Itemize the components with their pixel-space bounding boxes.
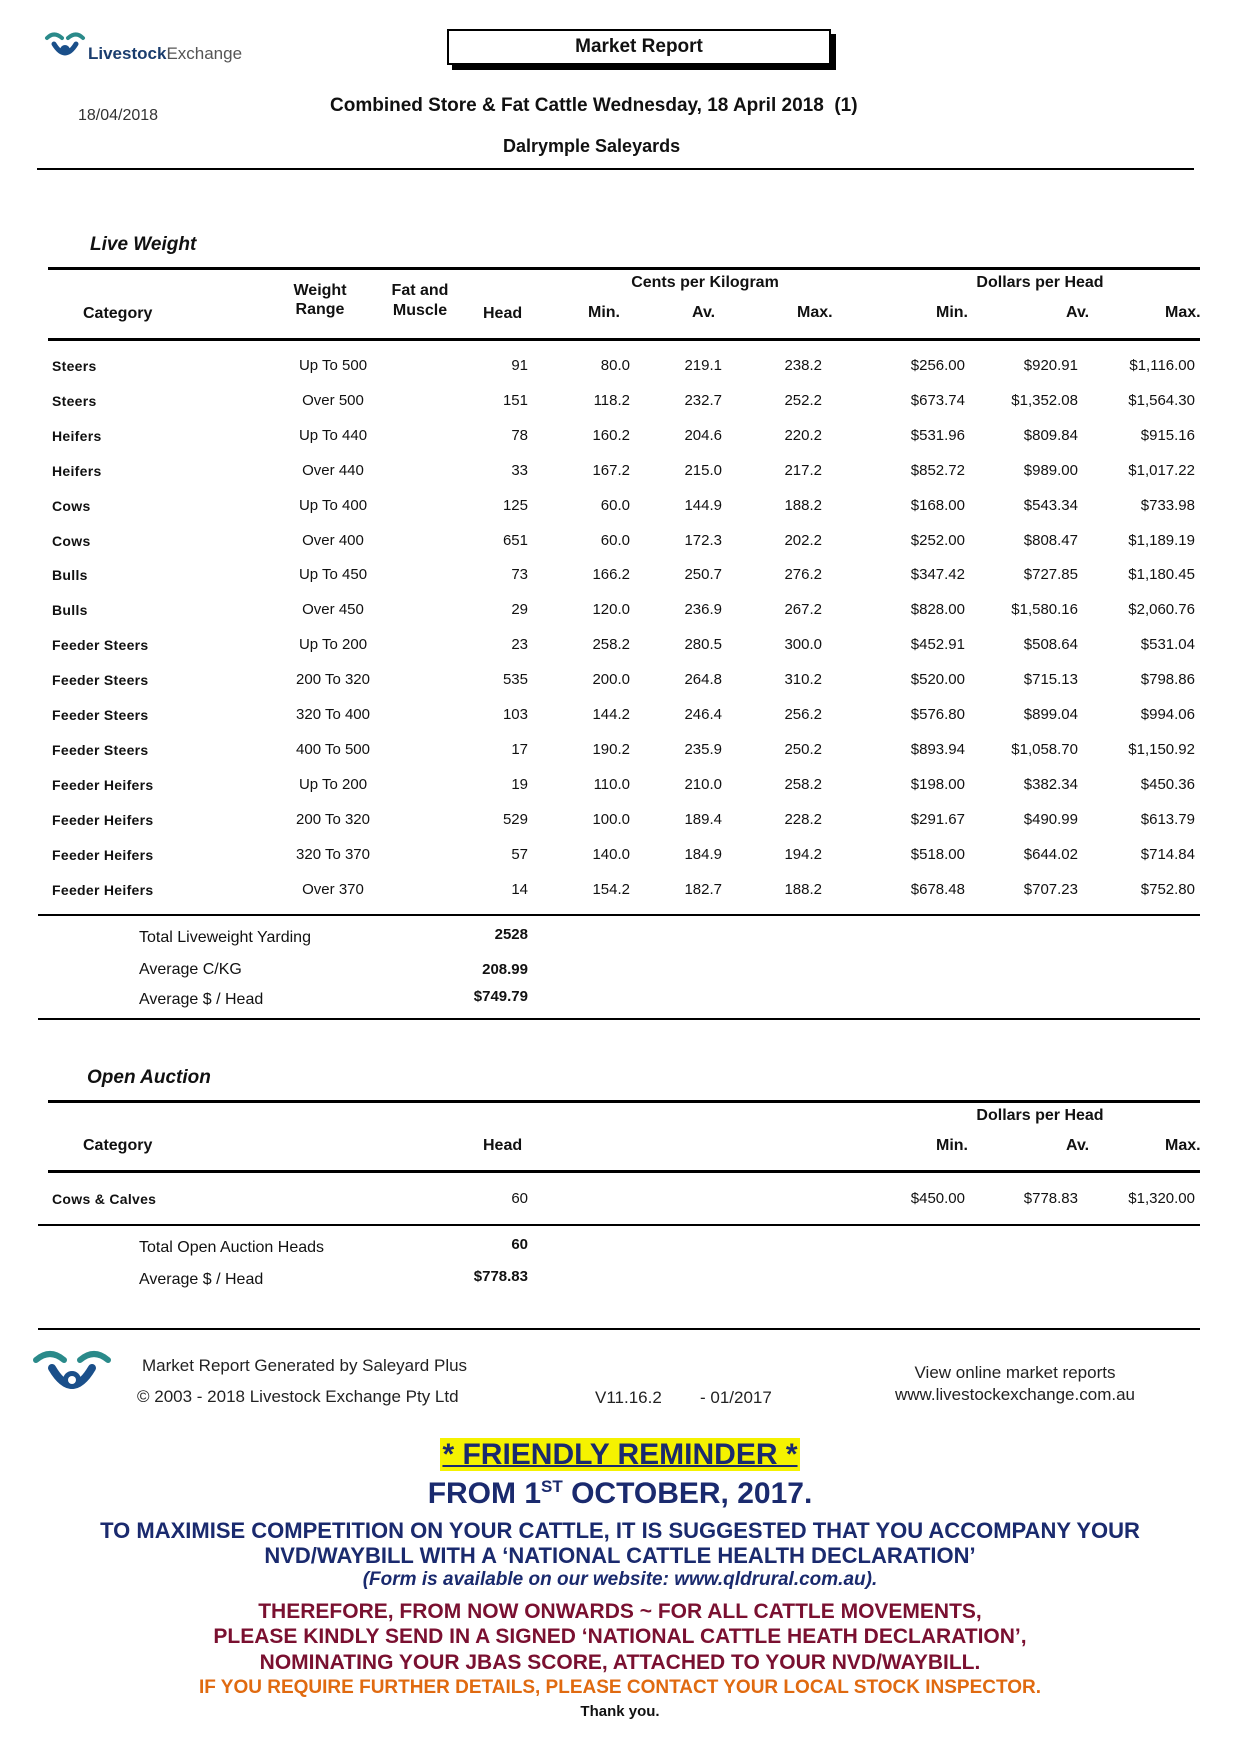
col-header-fat-muscle-1: Fat and xyxy=(391,282,449,299)
row-dph-min: $452.91 xyxy=(910,636,965,653)
row-dph-min: $198.00 xyxy=(910,776,965,793)
table-row xyxy=(0,741,1240,761)
row-cpk-min: 166.2 xyxy=(592,566,630,583)
row-cpk-min: 144.2 xyxy=(592,706,630,723)
open-auction-bottom-rule xyxy=(38,1224,1200,1226)
row-cpk-av: 280.5 xyxy=(684,636,722,653)
table-row xyxy=(0,427,1240,447)
live-weight-header-rule xyxy=(48,338,1200,341)
oa-col-header-head: Head xyxy=(483,1137,523,1154)
row-dph-max: $915.16 xyxy=(1140,427,1195,444)
saleyard-name: Dalrymple Saleyards xyxy=(503,136,681,156)
total-open-auction-value: 60 xyxy=(511,1236,528,1253)
row-head: 23 xyxy=(511,636,528,653)
table-row xyxy=(0,811,1240,831)
row-dph-min: $450.00 xyxy=(910,1190,965,1207)
col-header-cpk-max: Max. xyxy=(797,304,833,321)
notice-line-2: NVD/WAYBILL WITH A ‘NATIONAL CATTLE HEALTH DECLARATION’ xyxy=(264,1543,976,1568)
row-dph-max: $1,017.22 xyxy=(1128,462,1195,479)
table-row xyxy=(0,776,1240,796)
row-dph-min: $531.96 xyxy=(910,427,965,444)
average-per-head-value: $749.79 xyxy=(473,988,528,1005)
row-dph-max: $1,320.00 xyxy=(1128,1190,1195,1207)
row-dph-av: $1,352.08 xyxy=(1011,392,1078,409)
row-cpk-max: 188.2 xyxy=(784,881,822,898)
row-dph-min: $520.00 xyxy=(910,671,965,688)
row-dph-av: $808.47 xyxy=(1023,532,1078,549)
col-header-cpk-av: Av. xyxy=(692,304,716,321)
col-group-cents-per-kg: Cents per Kilogram xyxy=(631,274,779,291)
col-header-cpk-min: Min. xyxy=(588,304,620,321)
row-cpk-min: 190.2 xyxy=(592,741,630,758)
col-header-head: Head xyxy=(483,305,523,322)
row-cpk-av: 264.8 xyxy=(684,671,722,688)
row-weight-range: Up To 200 xyxy=(298,776,368,793)
row-cpk-max: 267.2 xyxy=(784,601,822,618)
row-dph-max: $2,060.76 xyxy=(1128,601,1195,618)
row-dph-max: $1,150.92 xyxy=(1128,741,1195,758)
row-cpk-av: 144.9 xyxy=(684,497,722,514)
row-cpk-max: 188.2 xyxy=(784,497,822,514)
row-dph-min: $673.74 xyxy=(910,392,965,409)
row-dph-av: $715.13 xyxy=(1023,671,1078,688)
notice-line-5: PLEASE KINDLY SEND IN A SIGNED ‘NATIONAL CATTLE HEATH DECLARATION’, xyxy=(213,1625,1027,1648)
row-cpk-min: 120.0 xyxy=(592,601,630,618)
row-cpk-max: 310.2 xyxy=(784,671,822,688)
row-category: Feeder Steers xyxy=(52,637,149,653)
row-cpk-min: 154.2 xyxy=(592,881,630,898)
row-head: 57 xyxy=(511,846,528,863)
company-logo xyxy=(44,32,264,66)
col-header-category: Category xyxy=(83,305,153,322)
sale-title: Combined Store & Fat Cattle Wednesday, 18 April 2018 (1) xyxy=(330,95,858,116)
table-row xyxy=(0,601,1240,621)
friendly-reminder xyxy=(0,1438,1240,1472)
oa-col-header-category: Category xyxy=(83,1137,153,1154)
row-weight-range: Over 450 xyxy=(302,601,364,618)
total-open-auction-label: Total Open Auction Heads xyxy=(139,1239,325,1256)
table-row xyxy=(0,846,1240,866)
row-cpk-max: 258.2 xyxy=(784,776,822,793)
livestock-exchange-logo-icon xyxy=(44,32,86,64)
row-head: 29 xyxy=(511,601,528,618)
version-text: V11.16.2 xyxy=(595,1388,662,1407)
row-cpk-max: 217.2 xyxy=(784,462,822,479)
row-cpk-min: 60.0 xyxy=(600,497,630,514)
row-cpk-min: 80.0 xyxy=(600,357,630,374)
row-category: Steers xyxy=(52,358,97,374)
row-cpk-max: 252.2 xyxy=(784,392,822,409)
row-weight-range: 200 To 320 xyxy=(296,671,370,688)
row-cpk-max: 238.2 xyxy=(784,357,822,374)
live-weight-bottom-rule xyxy=(38,914,1200,916)
row-dph-max: $798.86 xyxy=(1140,671,1195,688)
row-dph-av: $778.83 xyxy=(1023,1190,1078,1207)
row-weight-range: Over 500 xyxy=(302,392,364,409)
report-date: 18/04/2018 xyxy=(78,107,159,124)
row-cpk-min: 100.0 xyxy=(592,811,630,828)
row-dph-av: $382.34 xyxy=(1023,776,1078,793)
oa-average-per-head-value: $778.83 xyxy=(473,1268,528,1285)
version-date-text: - 01/2017 xyxy=(700,1388,772,1407)
report-title: Market Report xyxy=(575,36,703,57)
row-dph-max: $1,189.19 xyxy=(1128,532,1195,549)
total-yarding-value: 2528 xyxy=(494,926,528,943)
row-head: 33 xyxy=(511,462,528,479)
row-head: 60 xyxy=(511,1190,528,1207)
row-category: Feeder Steers xyxy=(52,707,149,723)
row-weight-range: Up To 450 xyxy=(298,566,368,583)
row-head: 529 xyxy=(502,811,528,828)
row-cpk-min: 60.0 xyxy=(600,532,630,549)
row-category: Cows & Calves xyxy=(52,1191,157,1207)
table-row xyxy=(0,392,1240,412)
row-dph-av: $707.23 xyxy=(1023,881,1078,898)
row-cpk-min: 118.2 xyxy=(593,392,630,409)
col-header-weight-range-1: Weight xyxy=(293,282,347,299)
row-dph-max: $733.98 xyxy=(1140,497,1195,514)
row-weight-range: Over 400 xyxy=(302,532,364,549)
row-dph-av: $899.04 xyxy=(1023,706,1078,723)
row-dph-min: $576.80 xyxy=(910,706,965,723)
row-category: Feeder Heifers xyxy=(52,847,154,863)
average-per-head-label: Average $ / Head xyxy=(139,991,264,1008)
row-dph-max: $1,180.45 xyxy=(1128,566,1195,583)
row-dph-min: $168.00 xyxy=(910,497,965,514)
row-cpk-av: 189.4 xyxy=(684,811,722,828)
col-header-weight-range-2: Range xyxy=(295,301,345,318)
notice-line-7: IF YOU REQUIRE FURTHER DETAILS, PLEASE CONTACT YOUR LOCAL STOCK INSPECTOR. xyxy=(198,1677,1042,1698)
row-dph-max: $450.36 xyxy=(1140,776,1195,793)
row-dph-max: $531.04 xyxy=(1140,636,1195,653)
generated-by-text: Market Report Generated by Saleyard Plus xyxy=(142,1356,468,1375)
row-category: Bulls xyxy=(52,567,88,583)
row-dph-max: $1,116.00 xyxy=(1129,357,1195,374)
row-dph-av: $727.85 xyxy=(1023,566,1078,583)
row-dph-max: $613.79 xyxy=(1140,811,1195,828)
row-cpk-av: 215.0 xyxy=(684,462,722,479)
table-row xyxy=(0,1190,1240,1210)
row-cpk-av: 246.4 xyxy=(684,706,722,723)
oa-col-header-max: Max. xyxy=(1165,1137,1201,1154)
row-category: Feeder Heifers xyxy=(52,882,154,898)
row-dph-av: $989.00 xyxy=(1023,462,1078,479)
effective-date xyxy=(0,1477,1240,1511)
col-header-fat-muscle-2: Muscle xyxy=(392,302,448,319)
effective-date-prefix: FROM 1 xyxy=(427,1477,542,1510)
table-row xyxy=(0,566,1240,586)
table-row xyxy=(0,532,1240,552)
row-dph-av: $543.34 xyxy=(1023,497,1078,514)
oa-average-per-head-label: Average $ / Head xyxy=(139,1271,264,1288)
live-weight-totals-rule xyxy=(38,1018,1200,1020)
row-category: Bulls xyxy=(52,602,88,618)
row-dph-min: $518.00 xyxy=(910,846,965,863)
oa-col-header-av: Av. xyxy=(1066,1137,1090,1154)
row-cpk-max: 250.2 xyxy=(784,741,822,758)
row-cpk-av: 184.9 xyxy=(684,846,722,863)
row-weight-range: 320 To 370 xyxy=(296,846,370,863)
row-cpk-max: 194.2 xyxy=(784,846,822,863)
row-head: 17 xyxy=(511,741,528,758)
row-cpk-av: 250.7 xyxy=(684,566,722,583)
row-weight-range: 320 To 400 xyxy=(296,706,370,723)
row-cpk-min: 200.0 xyxy=(592,671,630,688)
row-cpk-max: 202.2 xyxy=(784,532,822,549)
friendly-reminder-banner: * FRIENDLY REMINDER * xyxy=(442,1438,798,1471)
row-cpk-av: 210.0 xyxy=(684,776,722,793)
row-head: 535 xyxy=(502,671,528,688)
header-divider xyxy=(37,168,1194,170)
thank-you-text: Thank you. xyxy=(580,1703,660,1720)
col-header-dph-max: Max. xyxy=(1165,304,1201,321)
row-category: Feeder Steers xyxy=(52,672,149,688)
report-title-box xyxy=(447,29,831,65)
row-head: 103 xyxy=(502,706,528,723)
row-cpk-max: 220.2 xyxy=(784,427,822,444)
row-dph-min: $252.00 xyxy=(910,532,965,549)
row-dph-min: $893.94 xyxy=(910,741,965,758)
copyright-text: © 2003 - 2018 Livestock Exchange Pty Ltd xyxy=(137,1387,459,1406)
average-ckg-value: 208.99 xyxy=(482,961,528,978)
livestock-exchange-logo-icon xyxy=(32,1350,112,1402)
notice-line-1: TO MAXIMISE COMPETITION ON YOUR CATTLE, IT IS SUGGESTED THAT YOU ACCOMPANY YOUR xyxy=(100,1518,1140,1543)
notice-line-4: THEREFORE, FROM NOW ONWARDS ~ FOR ALL CATTLE MOVEMENTS, xyxy=(258,1600,982,1623)
logo-text-sub: Exchange xyxy=(166,44,243,63)
row-dph-av: $809.84 xyxy=(1023,427,1078,444)
row-head: 14 xyxy=(511,881,528,898)
table-row xyxy=(0,497,1240,517)
table-row xyxy=(0,462,1240,482)
row-category: Feeder Steers xyxy=(52,742,149,758)
row-cpk-max: 228.2 xyxy=(784,811,822,828)
col-header-dph-av: Av. xyxy=(1066,304,1090,321)
table-row xyxy=(0,706,1240,726)
row-dph-min: $256.00 xyxy=(910,357,965,374)
row-category: Cows xyxy=(52,498,91,514)
row-category: Cows xyxy=(52,533,91,549)
online-reports-link[interactable]: www.livestockexchange.com.au xyxy=(894,1385,1135,1404)
row-cpk-max: 276.2 xyxy=(784,566,822,583)
row-cpk-min: 167.2 xyxy=(592,462,630,479)
row-dph-max: $1,564.30 xyxy=(1128,392,1195,409)
open-auction-header-rule xyxy=(48,1170,1200,1173)
row-dph-av: $1,058.70 xyxy=(1011,741,1078,758)
row-head: 651 xyxy=(502,532,528,549)
notice-line-6: NOMINATING YOUR JBAS SCORE, ATTACHED TO YOUR NVD/WAYBILL. xyxy=(259,1651,981,1674)
row-dph-max: $994.06 xyxy=(1140,706,1195,723)
total-yarding-label: Total Liveweight Yarding xyxy=(139,929,311,946)
row-cpk-min: 110.0 xyxy=(593,776,630,793)
row-cpk-av: 232.7 xyxy=(684,392,722,409)
table-row xyxy=(0,357,1240,377)
row-category: Heifers xyxy=(52,463,102,479)
row-head: 91 xyxy=(511,357,528,374)
row-cpk-av: 172.3 xyxy=(684,532,722,549)
row-dph-av: $644.02 xyxy=(1023,846,1078,863)
row-weight-range: Over 440 xyxy=(302,462,364,479)
row-cpk-av: 236.9 xyxy=(684,601,722,618)
row-dph-av: $920.91 xyxy=(1023,357,1078,374)
row-head: 19 xyxy=(511,776,528,793)
table-row xyxy=(0,671,1240,691)
row-weight-range: Up To 200 xyxy=(298,636,368,653)
row-cpk-av: 219.1 xyxy=(684,357,722,374)
row-cpk-av: 235.9 xyxy=(684,741,722,758)
average-ckg-label: Average C/KG xyxy=(139,961,242,978)
row-dph-min: $678.48 xyxy=(910,881,965,898)
oa-col-group-dollars-per-head: Dollars per Head xyxy=(976,1107,1104,1124)
row-dph-av: $1,580.16 xyxy=(1011,601,1078,618)
footer-top-rule xyxy=(38,1328,1200,1330)
row-cpk-max: 256.2 xyxy=(784,706,822,723)
effective-date-suffix-ordinal: ST xyxy=(541,1477,563,1496)
row-weight-range: 400 To 500 xyxy=(296,741,370,758)
effective-date-suffix: OCTOBER, 2017. xyxy=(562,1477,813,1510)
row-cpk-av: 182.7 xyxy=(684,881,722,898)
row-dph-min: $291.67 xyxy=(910,811,965,828)
row-cpk-max: 300.0 xyxy=(784,636,822,653)
footer-logo xyxy=(32,1350,112,1402)
row-dph-min: $347.42 xyxy=(910,566,965,583)
row-category: Steers xyxy=(52,393,97,409)
row-weight-range: Over 370 xyxy=(302,881,364,898)
row-dph-av: $490.99 xyxy=(1023,811,1078,828)
live-weight-title: Live Weight xyxy=(90,234,197,255)
col-header-dph-min: Min. xyxy=(936,304,968,321)
row-head: 73 xyxy=(511,566,528,583)
row-weight-range: Up To 400 xyxy=(298,497,368,514)
open-auction-title: Open Auction xyxy=(87,1067,211,1088)
live-weight-top-rule xyxy=(48,267,1200,270)
row-cpk-min: 258.2 xyxy=(592,636,630,653)
row-dph-av: $508.64 xyxy=(1023,636,1078,653)
row-cpk-min: 160.2 xyxy=(592,427,630,444)
row-dph-max: $714.84 xyxy=(1140,846,1195,863)
row-weight-range: Up To 440 xyxy=(298,427,368,444)
logo-text-main: Livestock xyxy=(88,44,167,63)
row-head: 78 xyxy=(511,427,528,444)
table-row xyxy=(0,636,1240,656)
row-cpk-av: 204.6 xyxy=(684,427,722,444)
open-auction-top-rule xyxy=(48,1100,1200,1103)
row-dph-max: $752.80 xyxy=(1140,881,1195,898)
row-category: Heifers xyxy=(52,428,102,444)
row-category: Feeder Heifers xyxy=(52,812,154,828)
table-row xyxy=(0,881,1240,901)
oa-col-header-min: Min. xyxy=(936,1137,968,1154)
row-dph-min: $828.00 xyxy=(910,601,965,618)
row-cpk-min: 140.0 xyxy=(592,846,630,863)
row-head: 151 xyxy=(502,392,528,409)
row-head: 125 xyxy=(502,497,528,514)
row-category: Feeder Heifers xyxy=(52,777,154,793)
row-dph-min: $852.72 xyxy=(910,462,965,479)
online-reports-text: View online market reports xyxy=(914,1363,1116,1382)
col-group-dollars-per-head: Dollars per Head xyxy=(976,274,1104,291)
row-weight-range: Up To 500 xyxy=(298,357,368,374)
row-weight-range: 200 To 320 xyxy=(296,811,370,828)
notice-line-3: (Form is available on our website: www.qldrural.com.au). xyxy=(362,1569,878,1590)
